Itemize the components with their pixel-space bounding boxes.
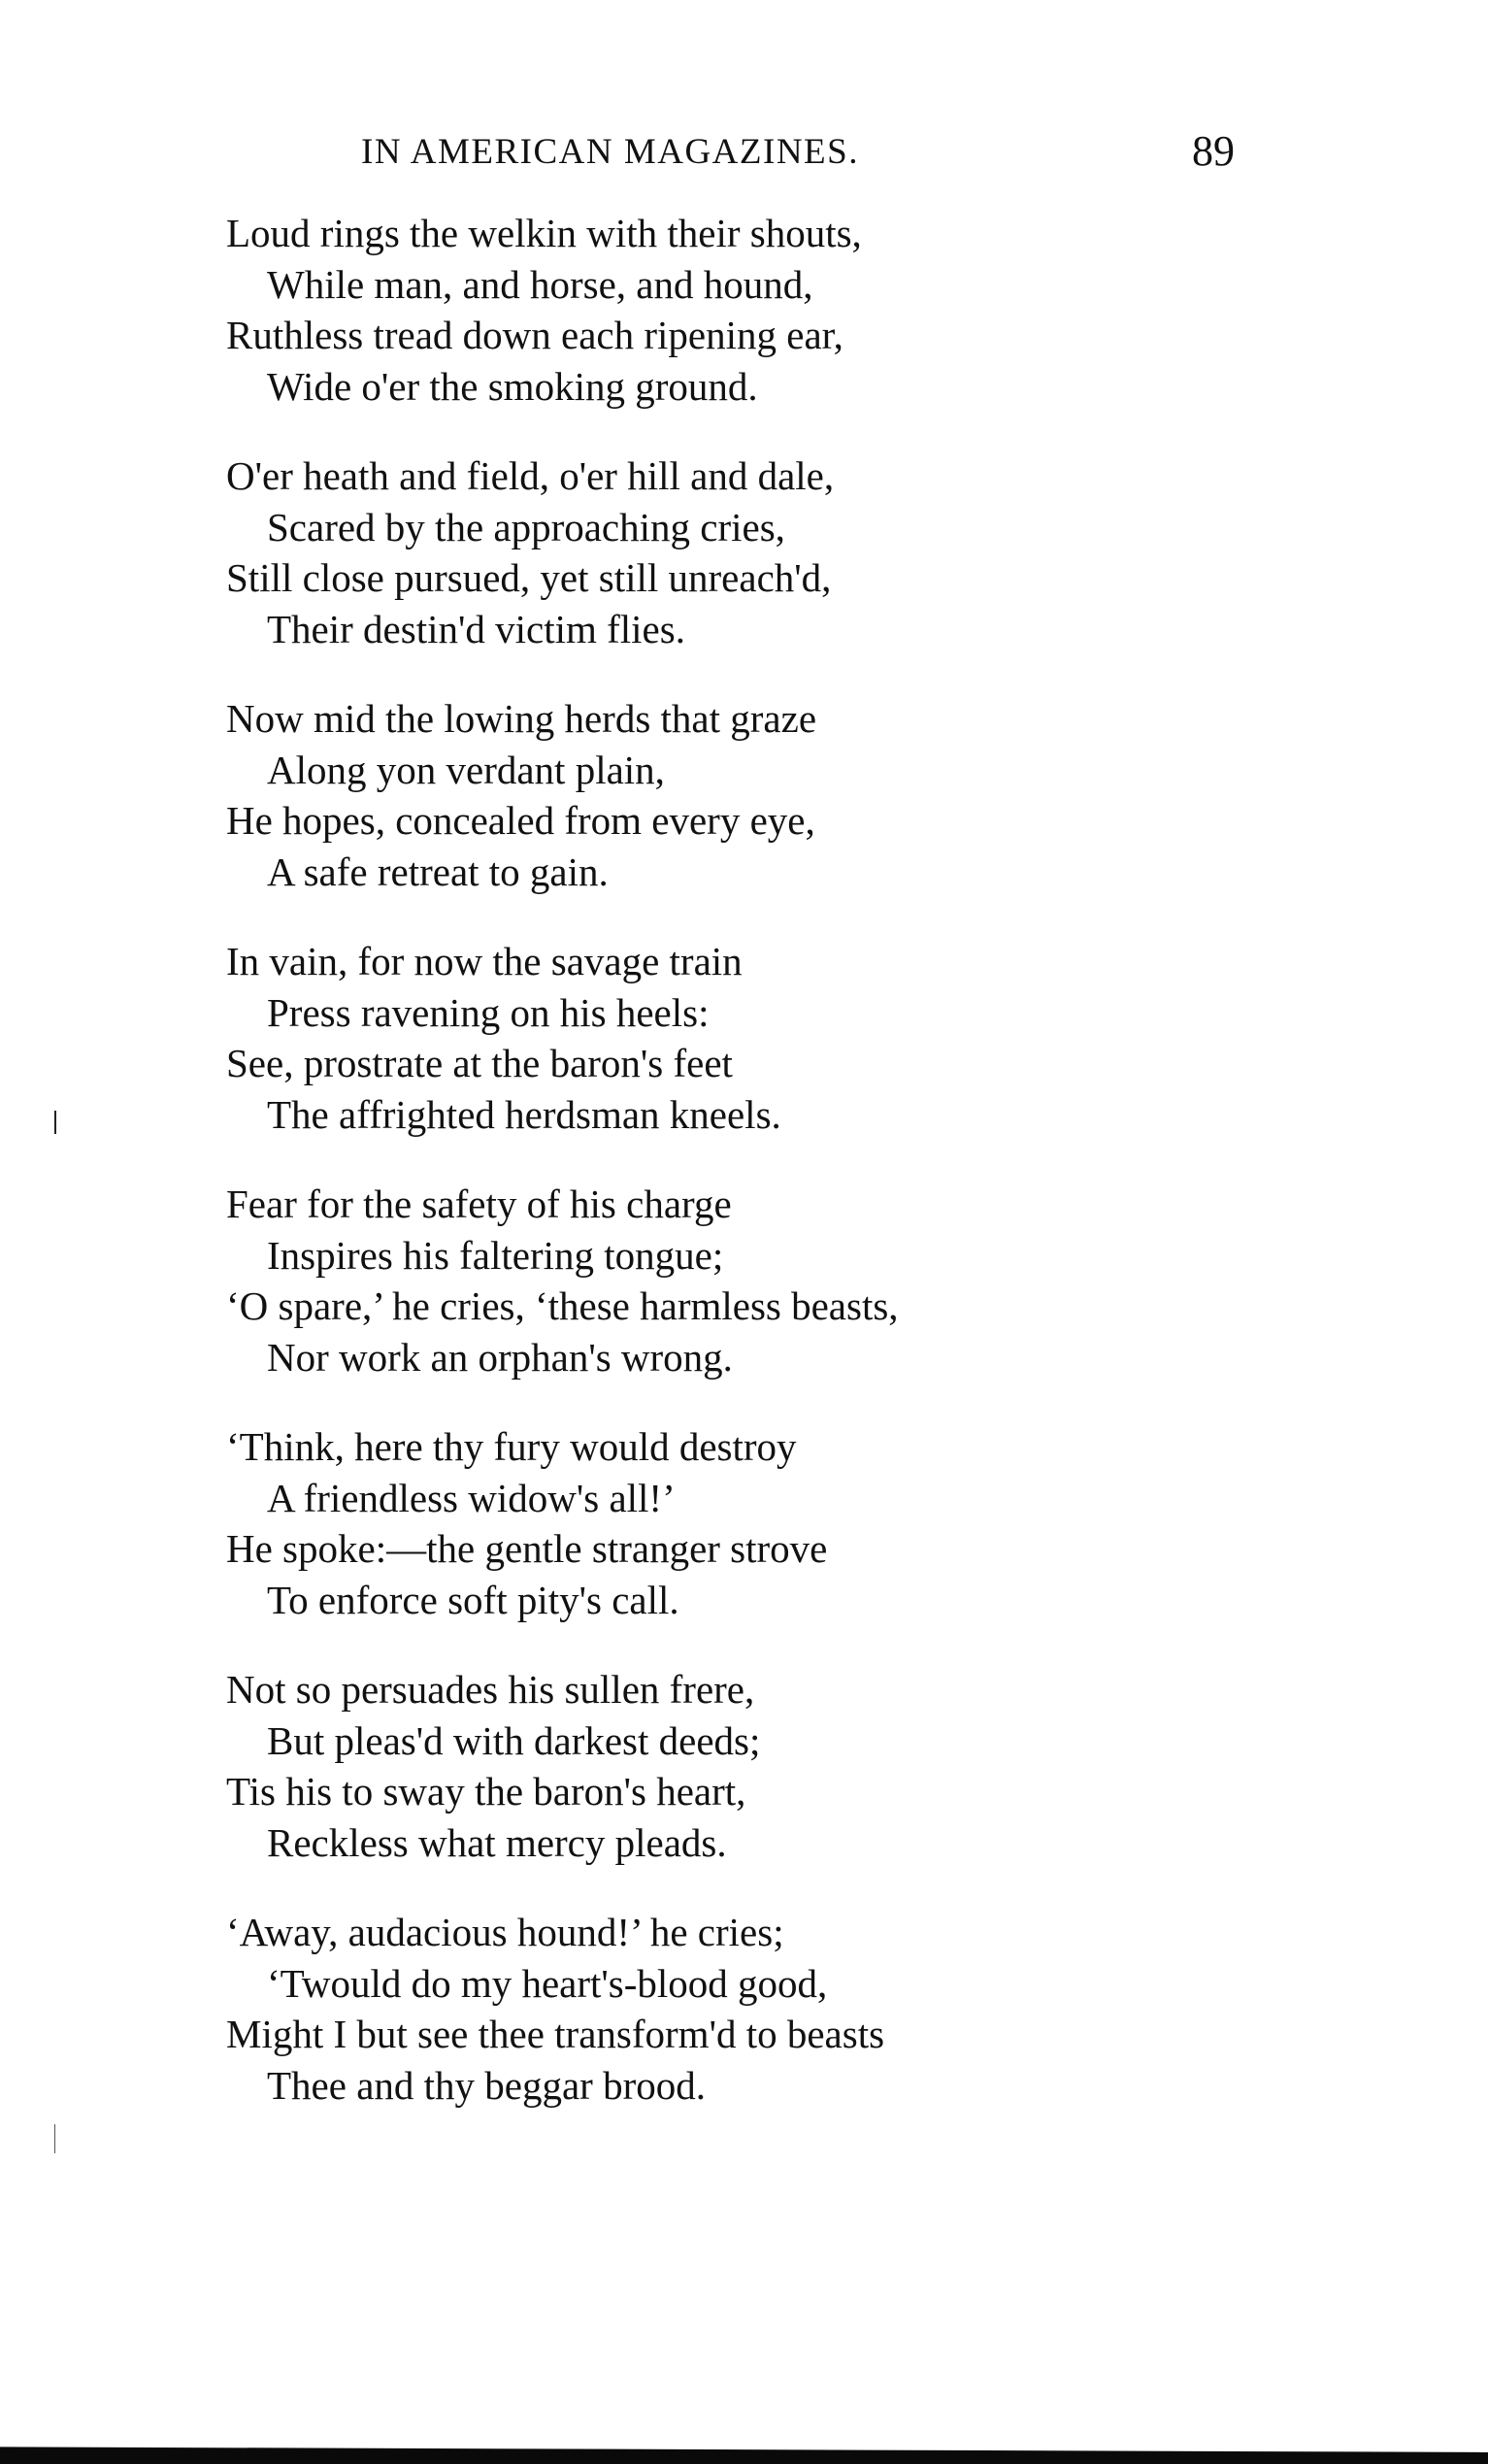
stanza [226, 1664, 1294, 1868]
running-head: IN AMERICAN MAGAZINES. [361, 132, 859, 172]
poem-line: Scared by the approaching cries, [267, 504, 785, 549]
poem [226, 208, 1294, 2149]
stanza [226, 1179, 1294, 1382]
poem-line: He hopes, concealed from every eye, [226, 798, 815, 843]
page-bottom-edge [0, 2443, 1488, 2464]
poem-line: Along yon verdant plain, [267, 747, 665, 792]
poem-line: Reckless what mercy pleads. [267, 1819, 727, 1865]
poem-line: But pleas'd with darkest deeds; [267, 1717, 761, 1763]
poem-line: A safe retreat to gain. [267, 849, 609, 894]
poem-line: Still close pursued, yet still unreach'd, [226, 555, 832, 600]
stanza [226, 208, 1294, 412]
poem-line: Press ravening on his heels: [267, 989, 710, 1035]
poem-line: ‘Away, audacious hound!’ he cries; [226, 1910, 784, 1954]
poem-line: Might I but see thee transform'd to beasts [226, 2012, 885, 2056]
poem-line: See, prostrate at the baron's feet [226, 1041, 733, 1085]
poem-line: Ruthless tread down each ripening ear, [226, 313, 843, 357]
poem-line: ‘Think, here thy fury would destroy [226, 1424, 797, 1469]
poem-line: Loud rings the welkin with their shouts, [226, 211, 862, 255]
poem-line: He spoke:—the gentle stranger strove [226, 1526, 828, 1571]
poem-line: Tis his to sway the baron's heart, [226, 1769, 746, 1814]
poem-line: ‘O spare,’ he cries, ‘these harmless beasts, [226, 1283, 899, 1328]
poem-line: In vain, for now the savage train [226, 939, 743, 983]
stanza [226, 1421, 1294, 1625]
margin-mark [54, 2124, 55, 2153]
margin-mark [54, 1111, 56, 1134]
poem-line: Wide o'er the smoking ground. [267, 363, 758, 409]
poem-line: Thee and thy beggar brood. [267, 2062, 706, 2108]
poem-line: Inspires his faltering tongue; [267, 1232, 724, 1278]
poem-line: ‘Twould do my heart's-blood good, [267, 1960, 828, 2006]
poem-line: Their destin'd victim flies. [267, 606, 685, 651]
poem-line: To enforce soft pity's call. [267, 1577, 679, 1622]
stanza [226, 693, 1294, 897]
stanza [226, 1907, 1294, 2111]
poem-line: Now mid the lowing herds that graze [226, 696, 817, 741]
poem-line: O'er heath and field, o'er hill and dale, [226, 453, 835, 498]
poem-line: A friendless widow's all!’ [267, 1475, 676, 1520]
poem-line: Not so persuades his sullen frere, [226, 1667, 755, 1712]
poem-line: While man, and horse, and hound, [267, 261, 813, 307]
poem-line: The affrighted herdsman kneels. [267, 1091, 781, 1137]
stanza [226, 450, 1294, 654]
page-number: 89 [1192, 127, 1235, 175]
poem-line: Fear for the safety of his charge [226, 1182, 732, 1226]
poem-line: Nor work an orphan's wrong. [267, 1334, 733, 1380]
stanza [226, 936, 1294, 1140]
